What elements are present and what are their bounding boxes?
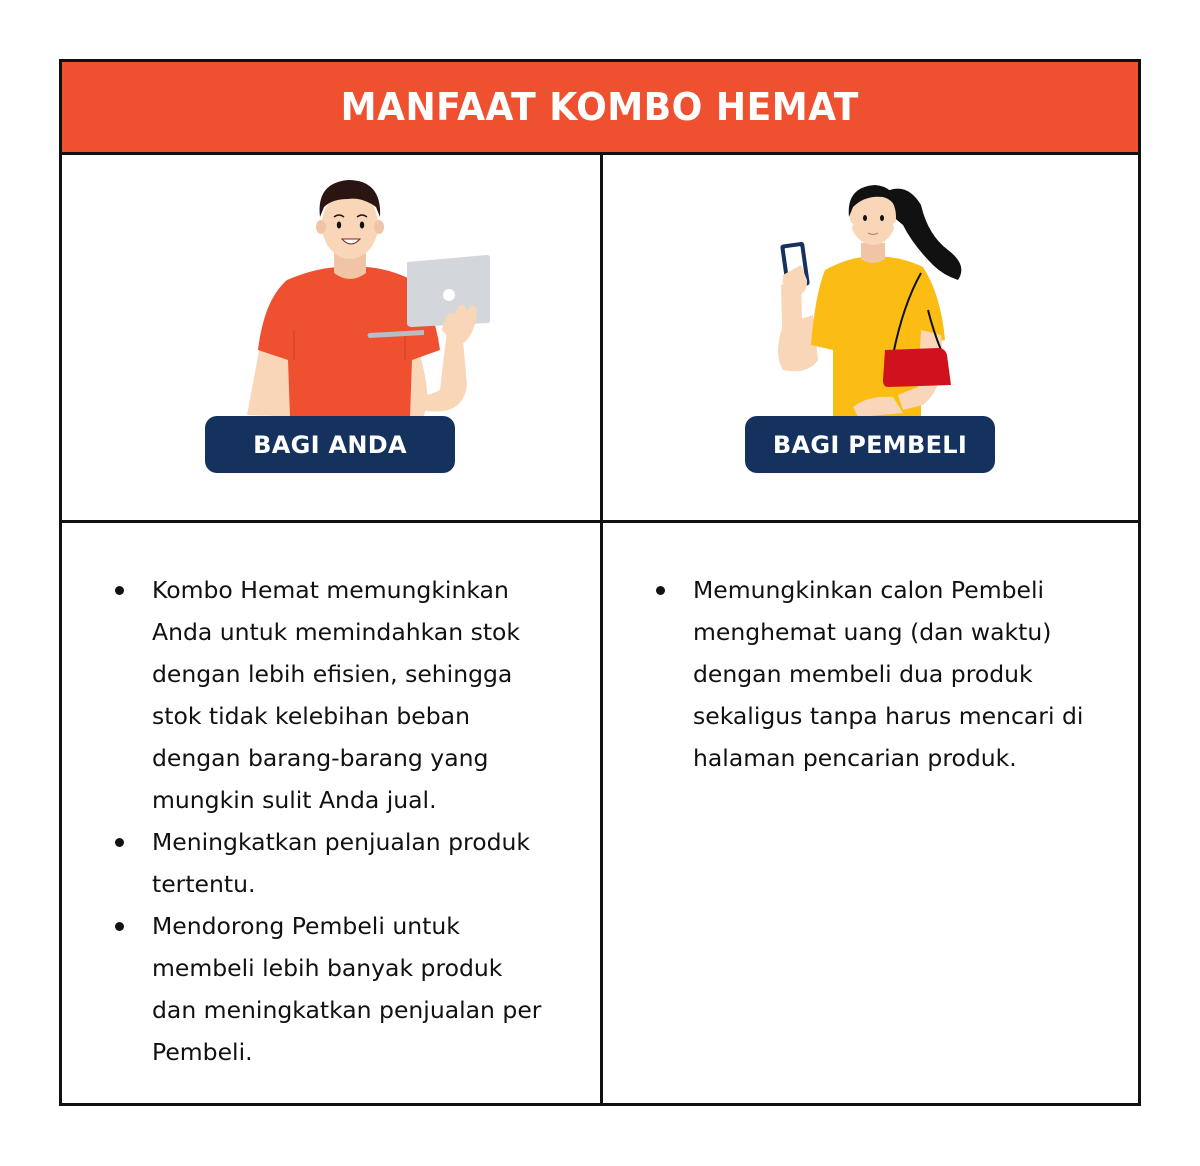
seller-illustration-cell [62,155,600,520]
seller-benefits-cell [62,523,600,1103]
bullet-icon [115,922,124,931]
bullet-icon [115,586,124,595]
benefits-table [59,59,1141,1106]
list-item [112,821,552,905]
table-header [62,62,1138,155]
page-title: MANFAAT KOMBO HEMAT [340,85,860,129]
list-item-text: Meningkatkan penjualan produk tertentu. [152,828,530,898]
bullet-icon [115,838,124,847]
list-item [653,569,1093,779]
seller-badge: BAGI ANDA [205,416,455,473]
buyer-badge: BAGI PEMBELI [745,416,995,473]
list-item-text: Mendorong Pembeli untuk membeli lebih banyak produk dan meningkatkan penjualan per Pembeli. [152,912,542,1066]
buyer-illustration-cell [603,155,1138,520]
seller-benefits-list [112,569,552,1073]
list-item [112,569,552,821]
list-item-text: Kombo Hemat memungkinkan Anda untuk memindahkan stok dengan lebih efisien, sehingga stok tidak kelebihan beban dengan barang-barang yang mungkin sulit Anda jual. [152,576,521,814]
buyer-benefits-list [653,569,1093,779]
bullet-icon [656,586,665,595]
list-item-text: Memungkinkan calon Pembeli menghemat uang (dan waktu) dengan membeli dua produk sekaligus tanpa harus mencari di halaman pencarian produk. [693,576,1084,772]
buyer-benefits-cell [603,523,1138,1103]
list-item [112,905,552,1073]
